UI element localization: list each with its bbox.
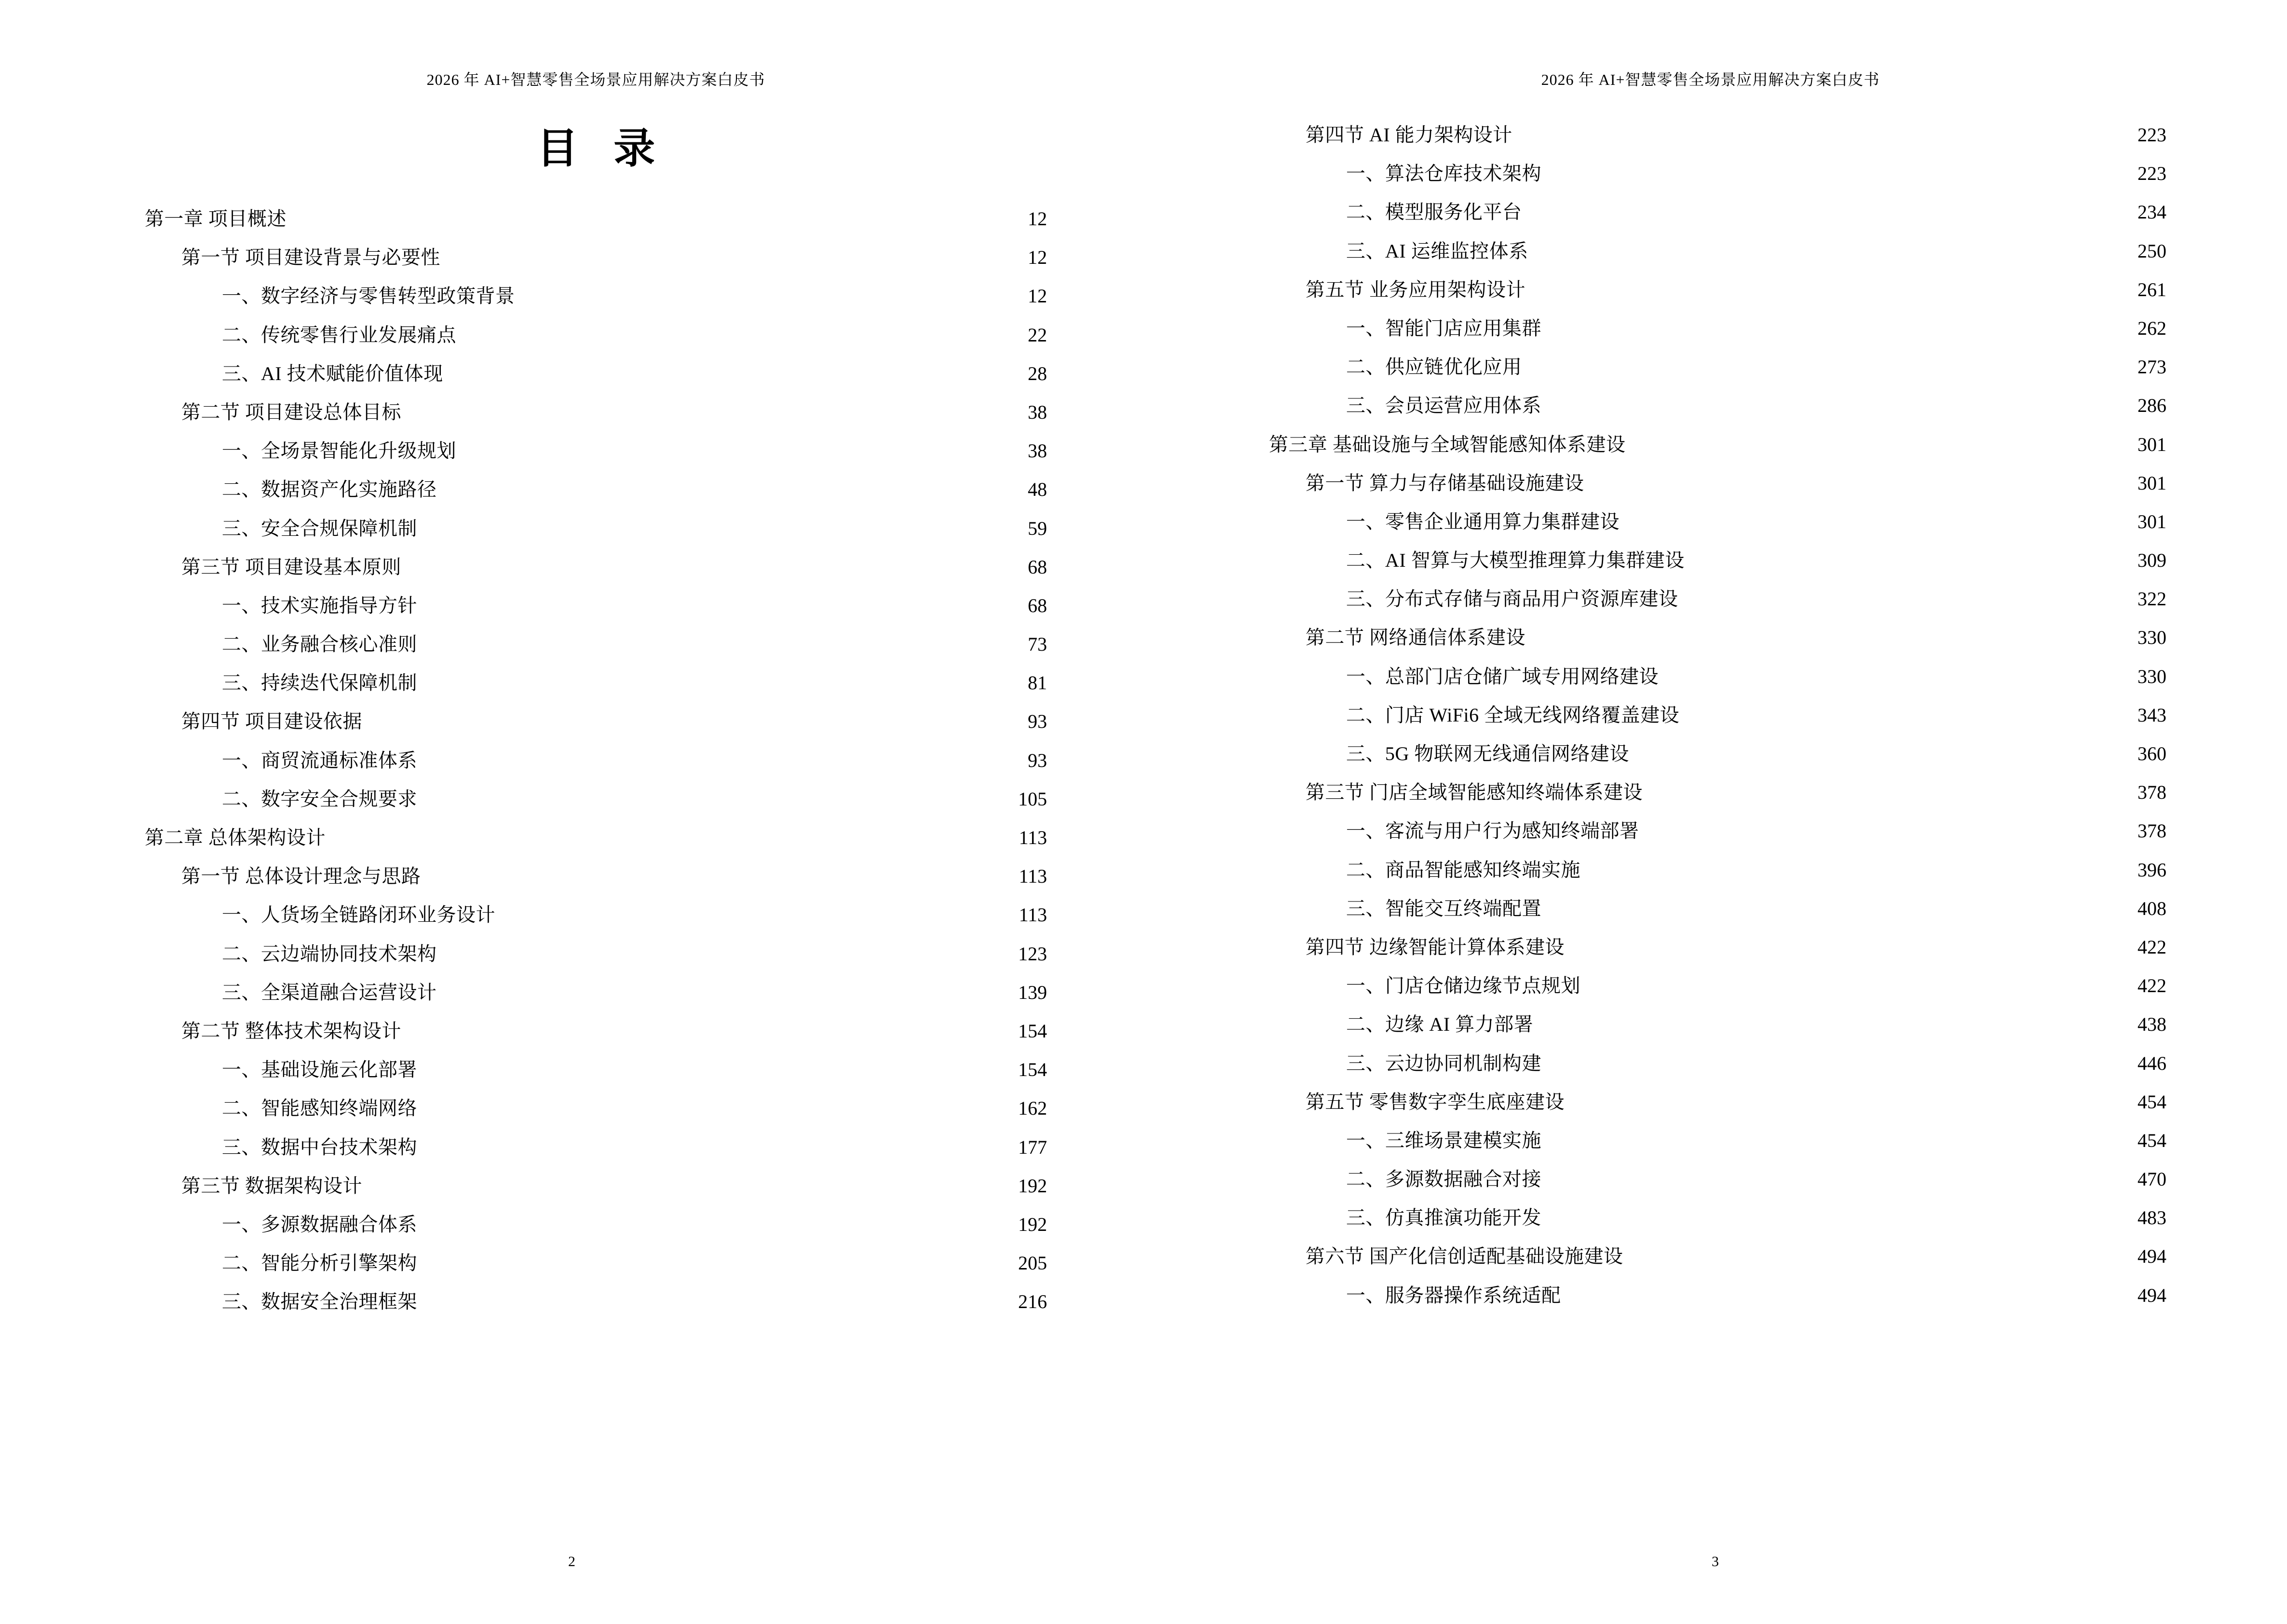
toc-entry-page-number: 378 [2137, 781, 2166, 804]
toc-leader-dots [1544, 1148, 2119, 1149]
toc-entry[interactable] [145, 1173, 1047, 1199]
toc-entry-page-number: 483 [2137, 1207, 2166, 1229]
toc-entry[interactable] [1269, 1050, 2166, 1077]
toc-entry-label: 第一节 项目建设背景与必要性 [181, 246, 440, 269]
toc-entry-label: 三、智能交互终端配置 [1346, 897, 1541, 919]
toc-entry-page-number: 396 [2137, 859, 2166, 881]
toc-entry[interactable] [145, 244, 1047, 271]
toc-entry-label: 三、AI 运维监控体系 [1346, 240, 1528, 262]
toc-entry-label: 二、边缘 AI 算力部署 [1346, 1013, 1534, 1036]
toc-entry[interactable] [1269, 1166, 2166, 1192]
toc-entry[interactable] [145, 476, 1047, 503]
toc-entry-label: 一、基础设施云化部署 [222, 1059, 417, 1081]
toc-entry-page-number: 93 [1028, 749, 1047, 771]
toc-entry-label: 第一章 项目概述 [145, 208, 286, 230]
toc-entry-label: 第三节 项目建设基本原则 [181, 556, 401, 578]
toc-entry[interactable] [1269, 934, 2166, 960]
toc-entry-page-number: 28 [1028, 362, 1047, 384]
toc-entry[interactable] [1269, 315, 2166, 341]
toc-entry-label: 第二节 网络通信体系建设 [1306, 627, 1525, 649]
toc-entry-page-number: 216 [1018, 1291, 1047, 1313]
toc-entry[interactable] [1269, 1243, 2166, 1269]
toc-entry-page-number: 12 [1028, 208, 1047, 230]
toc-entry-label: 三、会员运营应用体系 [1346, 395, 1541, 417]
toc-entry-label: 二、数据资产化实施路径 [222, 478, 437, 501]
toc-entry-label: 三、数据中台技术架构 [222, 1136, 417, 1158]
toc-entry[interactable] [1269, 122, 2166, 148]
toc-entry-page-number: 162 [1018, 1097, 1047, 1119]
toc-entry-page-number: 68 [1028, 556, 1047, 578]
toc-entry[interactable] [1269, 857, 2166, 883]
toc-entry-label: 一、服务器操作系统适配 [1346, 1284, 1561, 1306]
toc-entry[interactable] [1269, 238, 2166, 264]
toc-entry-label: 二、门店 WiFi6 全域无线网络覆盖建设 [1346, 704, 1680, 726]
toc-entry[interactable] [145, 901, 1047, 928]
toc-entry-label: 第三节 门店全域智能感知终端体系建设 [1306, 781, 1643, 804]
toc-entry-label: 一、人货场全链路闭环业务设计 [222, 904, 495, 926]
toc-entry-page-number: 234 [2137, 201, 2166, 223]
toc-leader-dots [420, 1232, 1000, 1233]
toc-entry-label: 二、智能感知终端网络 [222, 1097, 417, 1119]
toc-entry[interactable] [145, 322, 1047, 348]
toc-leader-dots [1688, 568, 2119, 569]
toc-entry-page-number: 12 [1028, 246, 1047, 269]
toc-entry-page-number: 113 [1019, 865, 1047, 887]
toc-entry-label: 第四节 边缘智能计算体系建设 [1306, 936, 1565, 958]
toc-entry-page-number: 470 [2137, 1168, 2166, 1190]
toc-entry-label: 二、业务融合核心准则 [222, 633, 417, 655]
toc-entry-label: 一、多源数据融合体系 [222, 1213, 417, 1235]
toc-leader-dots [1544, 1071, 2119, 1072]
toc-entry-label: 二、多源数据融合对接 [1346, 1168, 1541, 1190]
toc-entry-page-number: 273 [2137, 356, 2166, 378]
toc-entry-label: 二、商品智能感知终端实施 [1346, 859, 1580, 881]
toc-entry[interactable] [1269, 1127, 2166, 1154]
toc-entry-page-number: 154 [1018, 1059, 1047, 1081]
toc-entry-page-number: 48 [1028, 478, 1047, 501]
toc-entry-page-number: 38 [1028, 440, 1047, 462]
toc-entry-label: 第六节 国产化信创适配基础设施建设 [1306, 1245, 1623, 1268]
toc-entry[interactable] [1269, 276, 2166, 303]
toc-entry-label: 一、智能门店应用集群 [1346, 317, 1541, 339]
toc-entry[interactable] [1269, 431, 2166, 458]
toc-entry[interactable] [145, 437, 1047, 464]
toc-entry-page-number: 454 [2137, 1091, 2166, 1113]
toc-leader-dots [1544, 336, 2119, 337]
toc-entry-label: 三、全渠道融合运营设计 [222, 981, 437, 1003]
toc-entry[interactable] [145, 979, 1047, 1006]
toc-entry-label: 二、数字安全合规要求 [222, 788, 417, 810]
toc-entry-page-number: 81 [1028, 672, 1047, 694]
toc-entry-page-number: 422 [2137, 975, 2166, 997]
toc-entry-page-number: 223 [2137, 163, 2166, 185]
toc-entry-label: 二、AI 智算与大模型推理算力集群建设 [1346, 549, 1685, 572]
toc-entry-page-number: 154 [1018, 1020, 1047, 1042]
toc-entry-label: 二、智能分析引擎架构 [222, 1252, 417, 1274]
toc-entry-page-number: 494 [2137, 1284, 2166, 1306]
toc-leader-dots [1544, 916, 2119, 917]
running-head-right: 2026 年 AI+智慧零售全场景应用解决方案白皮书 [1541, 71, 1880, 88]
toc-entry-label: 三、5G 物联网无线通信网络建设 [1346, 743, 1629, 764]
toc-entry-label: 一、算法仓库技术架构 [1346, 163, 1541, 185]
toc-entry-label: 三、分布式存储与商品用户资源库建设 [1346, 588, 1678, 610]
toc-leader-dots [420, 768, 1000, 769]
toc-entry-page-number: 408 [2137, 897, 2166, 919]
toc-entry-page-number: 113 [1019, 827, 1047, 848]
toc-entry[interactable] [1269, 392, 2166, 419]
toc-entry[interactable] [145, 205, 1047, 232]
toc-entry[interactable] [145, 941, 1047, 967]
toc-entry-page-number: 378 [2137, 820, 2166, 842]
toc-entry-page-number: 286 [2137, 395, 2166, 417]
toc-entry-page-number: 73 [1028, 633, 1047, 655]
page-title: 目 录 [536, 125, 668, 172]
folio-left: 2 [568, 1554, 575, 1569]
toc-entry[interactable] [145, 786, 1047, 812]
toc-entry-label: 第四节 项目建设依据 [181, 710, 362, 733]
toc-entry-label: 三、AI 技术赋能价值体现 [222, 362, 443, 384]
page-right [1144, 0, 2287, 1624]
toc-entry[interactable] [1269, 1282, 2166, 1309]
toc-entry-label: 二、传统零售行业发展痛点 [222, 324, 456, 346]
toc-entry-label: 一、商贸流通标准体系 [222, 749, 417, 771]
toc-leader-dots [443, 265, 1000, 266]
toc-entry[interactable] [145, 747, 1047, 774]
toc-entry[interactable] [145, 1250, 1047, 1276]
toc-entry-label: 二、供应链优化应用 [1346, 356, 1522, 378]
toc-leader-dots [440, 1000, 1000, 1001]
toc-entry[interactable] [145, 592, 1047, 619]
toc-entry-page-number: 301 [2137, 433, 2166, 455]
toc-entry-label: 一、三维场景建模实施 [1346, 1129, 1541, 1151]
toc-entry[interactable] [1269, 470, 2166, 496]
toc-entry-page-number: 262 [2137, 317, 2166, 339]
toc-entry[interactable] [145, 824, 1047, 851]
toc-entry-page-number: 177 [1018, 1136, 1047, 1158]
toc-entry[interactable] [1269, 972, 2166, 999]
toc-entry-page-number: 360 [2137, 743, 2166, 764]
toc-entry[interactable] [145, 708, 1047, 735]
toc-entry-page-number: 113 [1019, 904, 1047, 926]
toc-entry[interactable] [1269, 663, 2166, 690]
toc-entry[interactable] [1269, 818, 2166, 844]
toc-leader-dots [518, 304, 1000, 305]
toc-entry[interactable] [1269, 702, 2166, 728]
toc-entry[interactable] [145, 1134, 1047, 1160]
toc-entry-page-number: 330 [2137, 627, 2166, 649]
toc-entry-label: 一、总部门店仓储广域专用网络建设 [1346, 665, 1659, 687]
toc-entry-label: 第二章 总体架构设计 [145, 827, 326, 848]
toc-entry-page-number: 322 [2137, 588, 2166, 610]
toc-entry-label: 一、零售企业通用算力集群建设 [1346, 510, 1620, 532]
toc-entry-label: 二、模型服务化平台 [1346, 201, 1522, 223]
toc-list-right [1269, 122, 2166, 1309]
toc-entry-page-number: 22 [1028, 324, 1047, 346]
toc-entry-label: 三、持续迭代保障机制 [222, 672, 417, 694]
toc-entry-page-number: 93 [1028, 710, 1047, 733]
toc-entry[interactable] [1269, 895, 2166, 922]
toc-leader-dots [420, 536, 1000, 537]
toc-entry[interactable] [1269, 160, 2166, 187]
toc-entry-page-number: 301 [2137, 472, 2166, 494]
toc-leader-dots [1661, 684, 2119, 685]
toc-entry-page-number: 422 [2137, 936, 2166, 958]
toc-entry-page-number: 446 [2137, 1052, 2166, 1074]
toc-entry-page-number: 309 [2137, 549, 2166, 572]
toc-leader-dots [1642, 839, 2120, 840]
toc-entry-label: 一、技术实施指导方针 [222, 594, 417, 616]
toc-entry-label: 第四节 AI 能力架构设计 [1306, 124, 1512, 146]
toc-entry-label: 第五节 零售数字孪生底座建设 [1306, 1091, 1565, 1113]
toc-entry-page-number: 192 [1018, 1213, 1047, 1235]
toc-entry-label: 三、仿真推演功能开发 [1346, 1207, 1541, 1229]
toc-entry[interactable] [145, 554, 1047, 580]
toc-entry[interactable] [1269, 1011, 2166, 1037]
toc-entry-label: 一、数字经济与零售转型政策背景 [222, 285, 515, 307]
toc-entry[interactable] [1269, 508, 2166, 535]
toc-entry-label: 第一节 算力与存储基础设施建设 [1306, 472, 1584, 494]
toc-leader-dots [1646, 800, 2119, 801]
toc-entry-label: 第五节 业务应用架构设计 [1306, 278, 1525, 300]
toc-entry[interactable] [1269, 586, 2166, 612]
toc-entry[interactable] [145, 1018, 1047, 1044]
toc-leader-dots [420, 652, 1000, 653]
toc-entry[interactable] [145, 631, 1047, 657]
toc-entry[interactable] [145, 1211, 1047, 1238]
toc-entry-page-number: 105 [1018, 788, 1047, 810]
toc-entry-page-number: 205 [1018, 1252, 1047, 1274]
toc-entry[interactable] [145, 283, 1047, 309]
toc-leader-dots [1544, 181, 2119, 182]
toc-entry[interactable] [145, 1095, 1047, 1121]
toc-entry-label: 第二节 项目建设总体目标 [181, 401, 401, 423]
toc-entry-page-number: 59 [1028, 517, 1047, 539]
toc-list-left [145, 205, 1047, 1315]
running-head-left: 2026 年 AI+智慧零售全场景应用解决方案白皮书 [426, 71, 765, 88]
toc-entry[interactable] [1269, 354, 2166, 380]
toc-entry-page-number: 301 [2137, 510, 2166, 532]
toc-entry-page-number: 343 [2137, 704, 2166, 726]
toc-entry-page-number: 139 [1018, 981, 1047, 1003]
toc-entry-page-number: 192 [1018, 1174, 1047, 1197]
toc-entry[interactable] [145, 399, 1047, 425]
toc-leader-dots [420, 1155, 1000, 1156]
toc-entry-label: 一、门店仓储边缘节点规划 [1346, 975, 1580, 997]
toc-entry-page-number: 123 [1018, 942, 1047, 965]
toc-entry-label: 一、客流与用户行为感知终端部署 [1346, 820, 1639, 842]
toc-entry-label: 第三章 基础设施与全域智能感知体系建设 [1269, 433, 1626, 455]
toc-entry[interactable] [1269, 1089, 2166, 1115]
toc-entry-label: 第一节 总体设计理念与思路 [181, 865, 421, 887]
toc-entry-page-number: 38 [1028, 401, 1047, 423]
toc-entry-page-number: 68 [1028, 594, 1047, 616]
toc-leader-dots [1564, 1303, 2120, 1304]
toc-entry-label: 三、数据安全治理框架 [222, 1291, 417, 1313]
toc-entry[interactable] [1269, 1204, 2166, 1231]
toc-entry-page-number: 223 [2137, 124, 2166, 146]
toc-entry-page-number: 261 [2137, 278, 2166, 300]
toc-leader-dots [424, 884, 1000, 885]
toc-entry[interactable] [145, 360, 1047, 387]
toc-leader-dots [404, 420, 1000, 421]
toc-entry-page-number: 12 [1028, 285, 1047, 307]
toc-entry-label: 一、全场景智能化升级规划 [222, 440, 456, 462]
toc-entry-label: 第三节 数据架构设计 [181, 1174, 362, 1197]
toc-entry[interactable] [145, 1056, 1047, 1083]
toc-entry[interactable] [145, 669, 1047, 696]
toc-entry-page-number: 250 [2137, 240, 2166, 262]
toc-entry[interactable] [145, 863, 1047, 889]
toc-entry[interactable] [1269, 779, 2166, 805]
toc-entry[interactable] [1269, 740, 2166, 767]
toc-entry-page-number: 438 [2137, 1013, 2166, 1036]
toc-entry-label: 三、云边协同机制构建 [1346, 1052, 1541, 1074]
toc-entry-label: 第二节 整体技术架构设计 [181, 1020, 401, 1042]
toc-entry-page-number: 494 [2137, 1245, 2166, 1268]
toc-entry[interactable] [145, 515, 1047, 542]
toc-entry[interactable] [145, 1288, 1047, 1315]
toc-entry-page-number: 454 [2137, 1129, 2166, 1151]
toc-entry[interactable] [1269, 199, 2166, 225]
folio-right: 3 [1712, 1554, 1719, 1569]
toc-leader-dots [1525, 220, 2120, 221]
toc-entry-label: 二、云边端协同技术架构 [222, 942, 437, 965]
toc-entry[interactable] [1269, 547, 2166, 573]
toc-entry-label: 三、安全合规保障机制 [222, 517, 417, 539]
toc-leader-dots [1629, 452, 2120, 453]
toc-entry-page-number: 330 [2137, 665, 2166, 687]
toc-entry[interactable] [1269, 624, 2166, 651]
toc-leader-dots [498, 923, 1000, 924]
